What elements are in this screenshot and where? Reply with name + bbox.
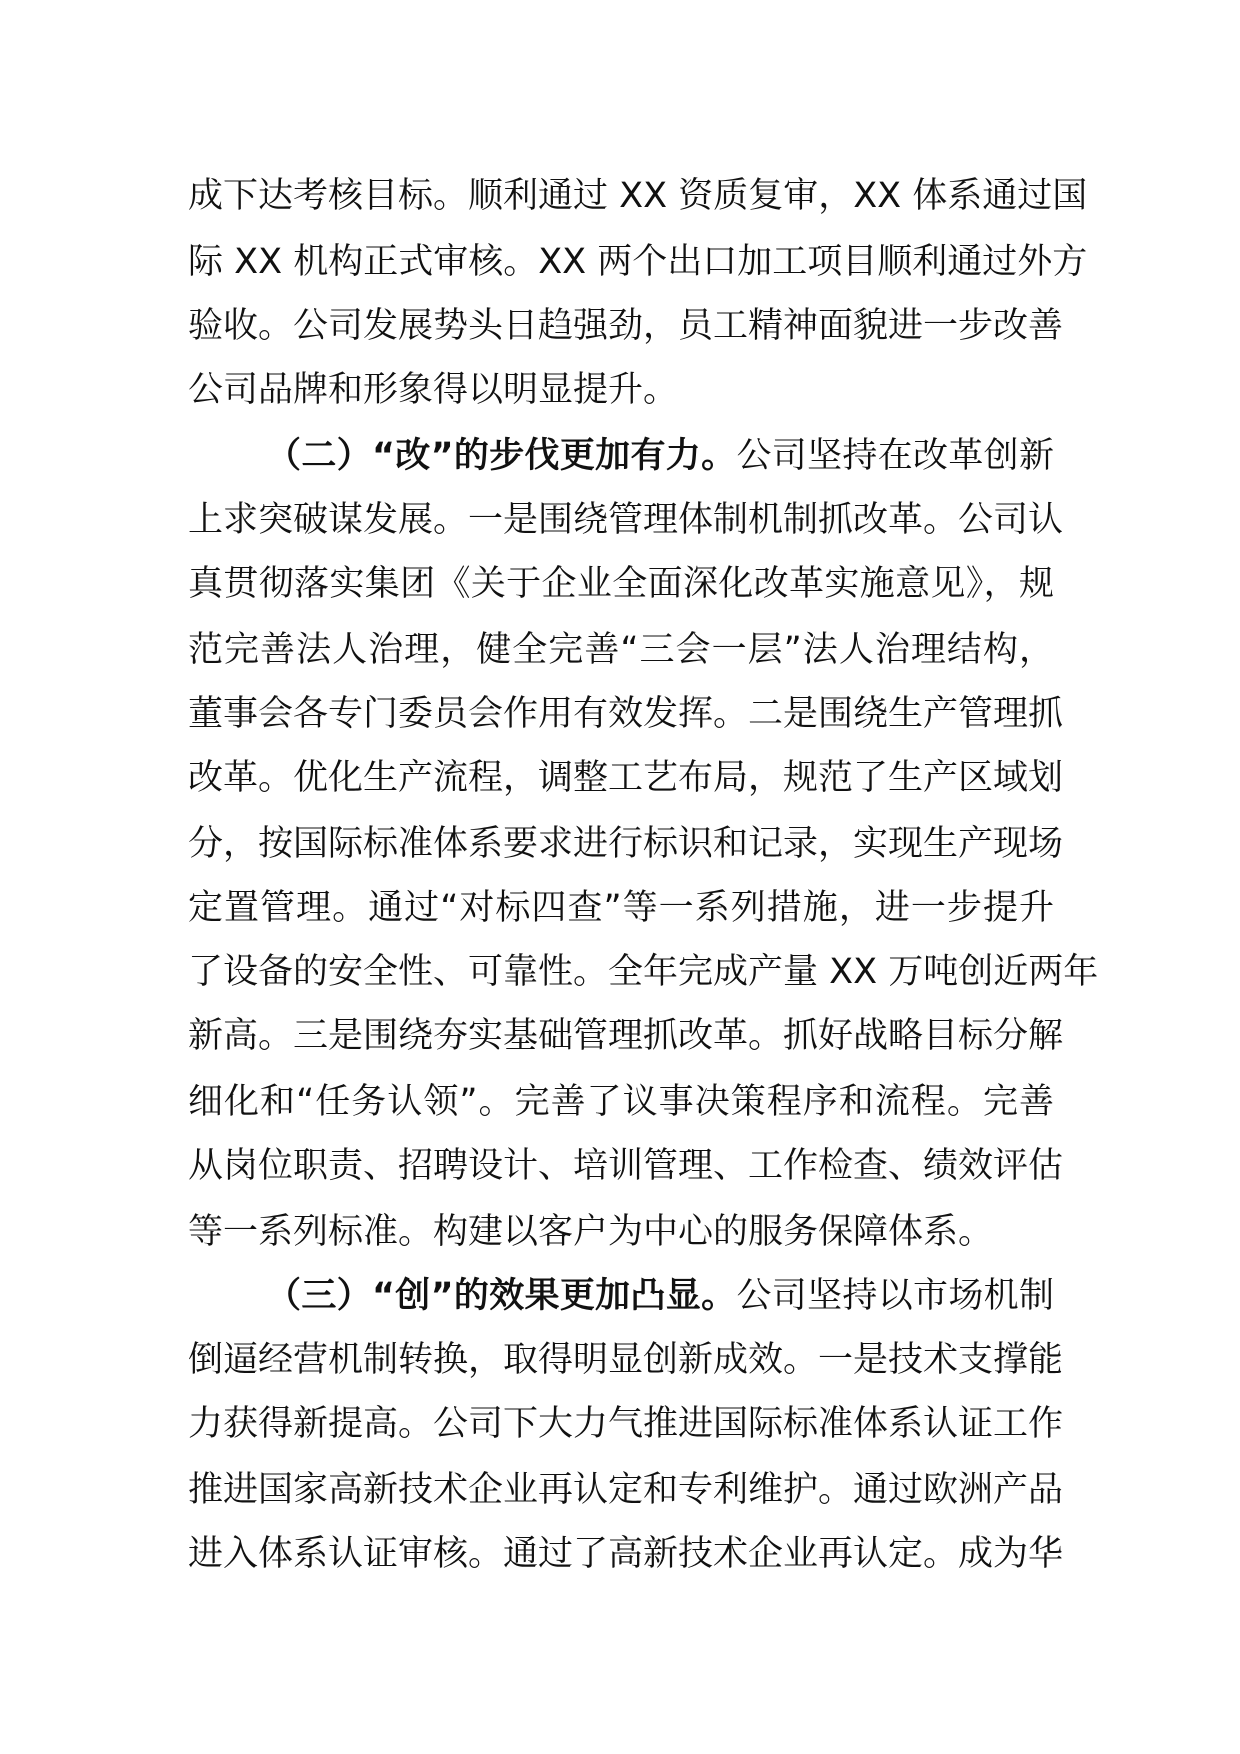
text-line: 真贯彻落实集团《关于企业全面深化改革实施意见》，规	[188, 564, 1054, 604]
text-line: 细化和“任务认领”。完善了议事决策程序和流程。完善	[188, 1082, 1054, 1122]
text-line: 董事会各专门委员会作用有效发挥。二是围绕生产管理抓	[188, 694, 1064, 734]
text-line: 倒逼经营机制转换，取得明显创新成效。一是技术支撑能	[188, 1340, 1064, 1380]
text-run: 公司坚持以市场机制	[736, 1276, 1054, 1316]
text-line: 进入体系认证审核。通过了高新技术企业再认定。成为华	[188, 1534, 1064, 1574]
text-line: 力获得新提高。公司下大力气推进国际标准体系认证工作	[188, 1404, 1064, 1444]
section-heading: （二）“改”的步伐更加有力。	[266, 436, 737, 476]
text-line: 了设备的安全性、可靠性。全年完成产量 XX 万吨创近两年	[188, 952, 1099, 992]
text-line: 上求突破谋发展。一是围绕管理体制机制抓改革。公司认	[188, 500, 1064, 540]
text-line: 成下达考核目标。顺利通过 XX 资质复审，XX 体系通过国	[188, 176, 1088, 216]
text-line: 推进国家高新技术企业再认定和专利维护。通过欧洲产品	[188, 1470, 1064, 1510]
text-line: 范完善法人治理，健全完善“三会一层”法人治理结构，	[188, 630, 1054, 670]
section-heading: （三）“创”的效果更加凸显。	[266, 1276, 737, 1316]
text-line: 公司品牌和形象得以明显提升。	[188, 370, 679, 410]
text-line: 分，按国际标准体系要求进行标识和记录，实现生产现场	[188, 824, 1064, 864]
text-line: 从岗位职责、招聘设计、培训管理、工作检查、绩效评估	[188, 1146, 1064, 1186]
text-line: 定置管理。通过“对标四查”等一系列措施，进一步提升	[188, 888, 1054, 928]
text-line: 际 XX 机构正式审核。XX 两个出口加工项目顺利通过外方	[188, 242, 1088, 282]
text-line: 验收。公司发展势头日趋强劲，员工精神面貌进一步改善	[188, 306, 1064, 346]
text-line: 等一系列标准。构建以客户为中心的服务保障体系。	[188, 1212, 994, 1252]
paragraph-first-line	[266, 426, 1054, 486]
text-line: 新高。三是围绕夯实基础管理抓改革。抓好战略目标分解	[188, 1016, 1064, 1056]
text-line: 改革。优化生产流程，调整工艺布局，规范了生产区域划	[188, 758, 1064, 798]
text-run: 公司坚持在改革创新	[736, 436, 1054, 476]
paragraph-first-line	[266, 1266, 1054, 1326]
